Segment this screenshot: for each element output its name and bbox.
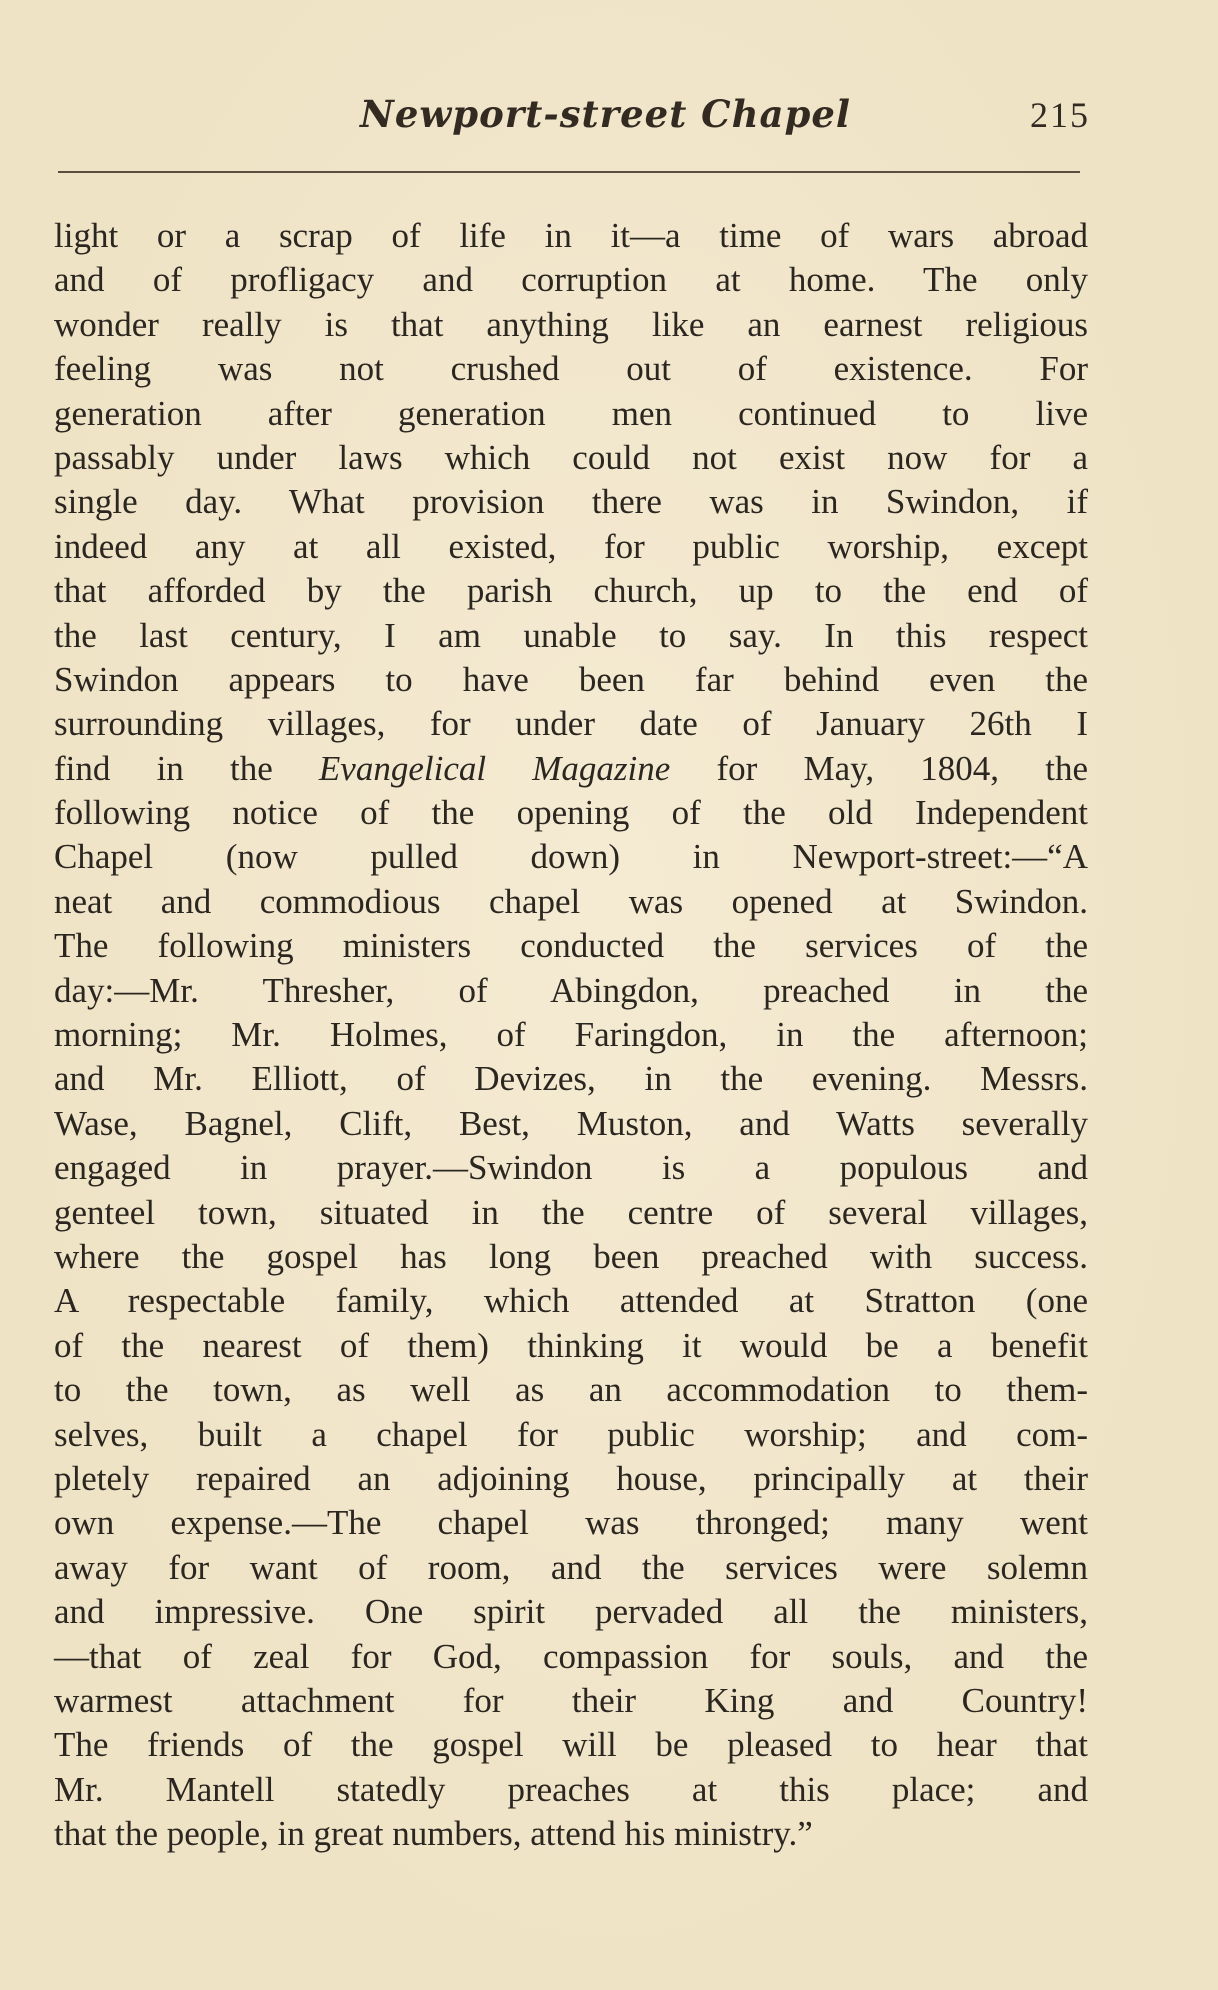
text-line [54,702,1088,746]
text-line [54,835,1088,879]
text-line [54,1723,1088,1767]
text-run: The friends of the gospel will be pleased to hear that [54,1725,1088,1765]
text-run: —that of zeal for God, compassion for souls, and the [54,1636,1088,1676]
text-run: Chapel (now pulled down) in Newport-street:—“A [54,837,1088,877]
text-run: and impressive. One spirit pervaded all the ministers, [54,1592,1088,1632]
text-run: single day. What provision there was in Swindon, if [54,482,1088,522]
text-run: find in the [54,748,319,788]
text-line [54,1191,1088,1235]
text-line [54,1457,1088,1501]
text-run: engaged in prayer.—Swindon is a populous and [54,1148,1088,1188]
text-run: that afforded by the parish church, up to the end of [54,571,1088,611]
text-run: Swindon appears to have been far behind even the [54,659,1088,699]
text-run: away for want of room, and the services were solemn [54,1547,1088,1587]
text-line [54,525,1088,569]
text-line [54,1501,1088,1545]
text-run: own expense.—The chapel was thronged; many went [54,1503,1088,1543]
text-line [54,1635,1088,1679]
page-number: 215 [1030,95,1090,135]
header-rule [58,171,1080,173]
text-run: indeed any at all existed, for public worship, except [54,526,1088,566]
text-line [54,1413,1088,1457]
text-run: Wase, Bagnel, Clift, Best, Muston, and Watts severally [54,1103,1088,1143]
text-line [54,392,1088,436]
text-run: following notice of the opening of the old Independent [54,793,1088,833]
text-line [54,569,1088,613]
text-run: A respectable family, which attended at Stratton (one [54,1281,1088,1321]
text-line [54,1279,1088,1323]
text-run: feeling was not crushed out of existence. For [54,349,1088,389]
text-line [54,347,1088,391]
text-line [54,1057,1088,1101]
text-run: of the nearest of them) thinking it would be a benefit [54,1325,1088,1365]
text-line [54,1812,1088,1856]
text-run: light or a scrap of life in it—a time of wars abroad [54,216,1088,255]
text-run: genteel town, situated in the centre of several villages, [54,1192,1088,1232]
text-line [54,1368,1088,1412]
text-line [54,1546,1088,1590]
italic-title: Evangelical Magazine [318,748,671,788]
text-run: passably under laws which could not exist now for a [54,437,1088,477]
text-line [54,1146,1088,1190]
text-line [54,1679,1088,1723]
text-line [54,747,1088,791]
text-run: and of profligacy and corruption at home. The only [54,260,1088,300]
text-run: that the people, in great numbers, attend his ministry.” [54,1814,813,1854]
text-run: selves, built a chapel for public worship; and com- [54,1414,1088,1454]
text-line [54,1324,1088,1368]
text-line [54,480,1088,524]
text-run: surrounding villages, for under date of January 26th I [54,704,1088,744]
text-run: to the town, as well as an accommodation to them- [54,1370,1088,1410]
text-line [54,658,1088,702]
text-line [54,258,1088,302]
text-line [54,969,1088,1013]
text-run: wonder really is that anything like an earnest religious [54,304,1088,344]
text-line [54,1235,1088,1279]
text-run: where the gospel has long been preached with success. [54,1236,1088,1276]
text-run: generation after generation men continued to live [54,393,1088,433]
text-line [54,614,1088,658]
text-run: and Mr. Elliott, of Devizes, in the evening. Messrs. [54,1059,1088,1099]
text-run: warmest attachment for their King and Country! [54,1680,1088,1720]
text-line [54,1768,1088,1812]
text-line [54,791,1088,835]
text-line [54,214,1088,258]
text-run: for May, 1804, the [670,748,1088,788]
text-line [54,1590,1088,1634]
text-run: day:—Mr. Thresher, of Abingdon, preached in the [54,970,1088,1010]
text-line [54,1102,1088,1146]
text-run: morning; Mr. Holmes, of Faringdon, in the afternoon; [54,1015,1088,1055]
text-run: neat and commodious chapel was opened at Swindon. [54,881,1088,921]
text-line [54,880,1088,924]
text-run: The following ministers conducted the services of the [54,926,1088,966]
body-text [54,214,1088,1856]
text-run: pletely repaired an adjoining house, principally at their [54,1458,1088,1498]
text-run: the last century, I am unable to say. In this respect [54,615,1088,655]
text-line [54,303,1088,347]
text-run: Mr. Mantell statedly preaches at this place; and [54,1769,1088,1809]
text-line [54,1013,1088,1057]
running-head [0,92,1218,152]
text-line [54,436,1088,480]
running-title: Newport-street Chapel [360,92,851,136]
text-line [54,924,1088,968]
